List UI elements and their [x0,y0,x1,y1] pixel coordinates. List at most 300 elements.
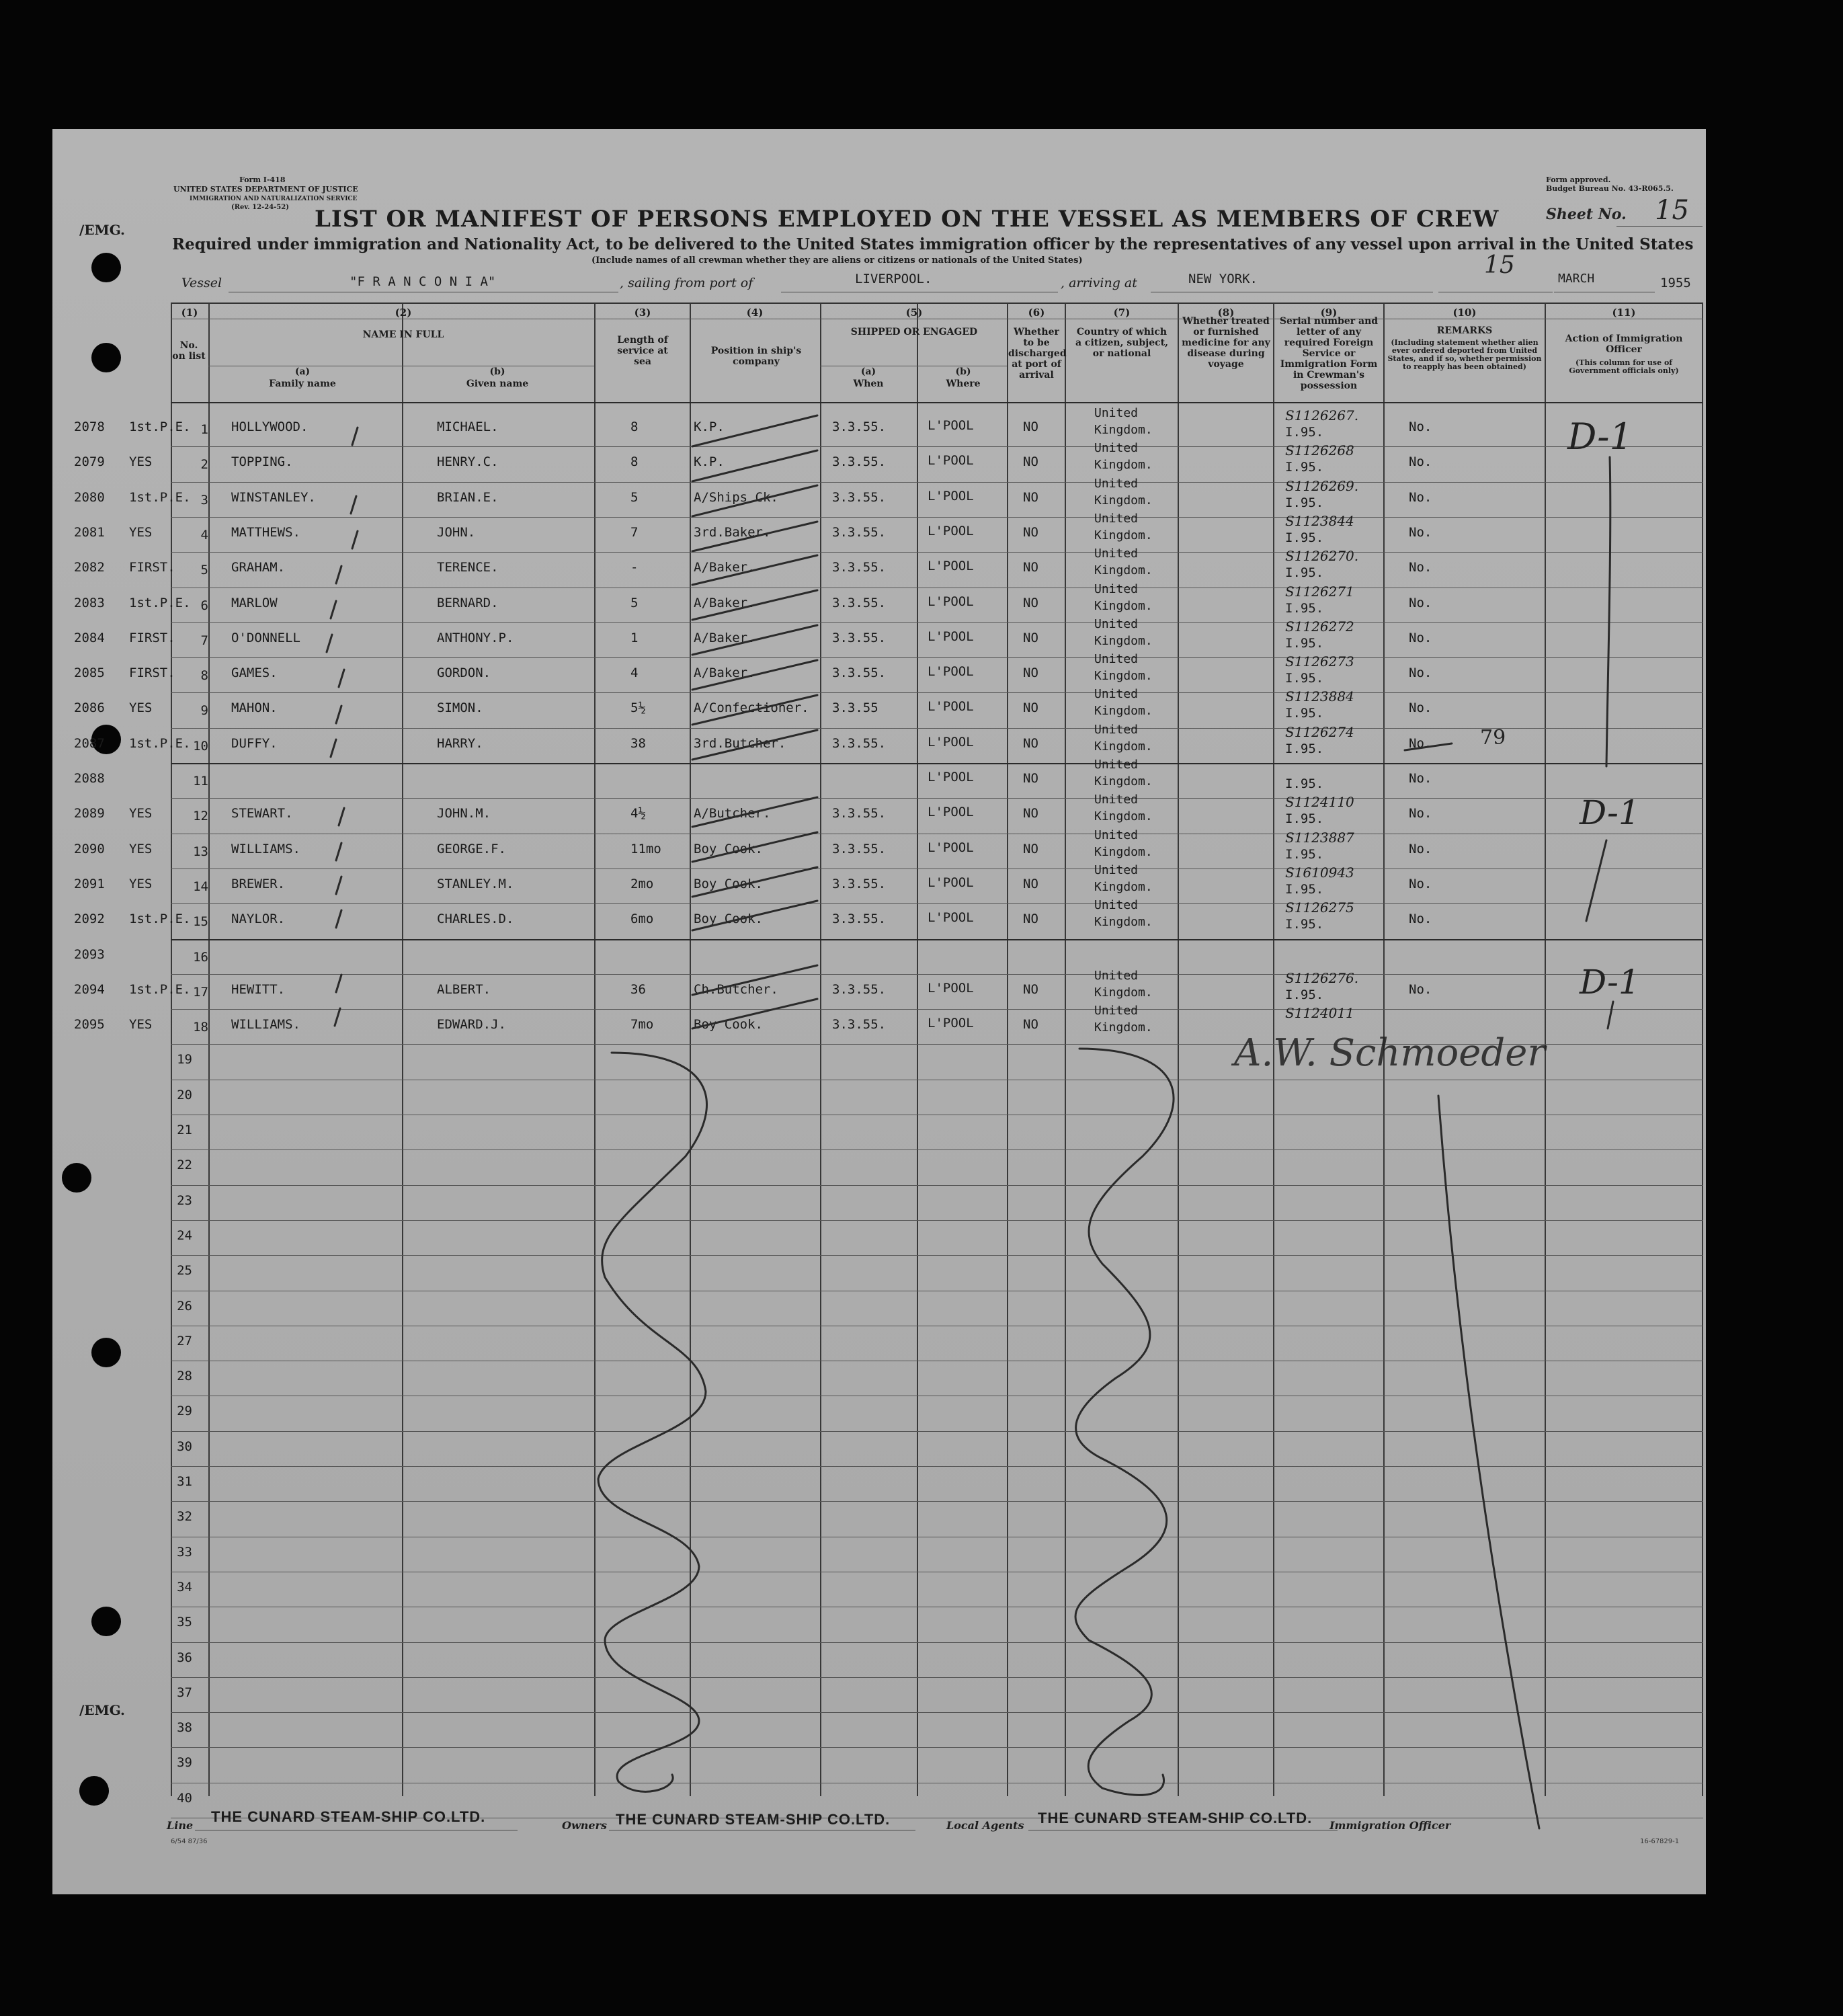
family-name: NAYLOR. [231,912,286,927]
action-mark-row-12: D-1 [1580,793,1640,832]
length-of-service: 1 [630,630,639,645]
col-10-label: REMARKS [1436,325,1493,336]
discharged-flag: NO [1023,841,1038,856]
remarks: No. [1409,981,1432,997]
col-2-label: NAME IN FULL [362,329,444,340]
empty-line-number: 24 [177,1227,192,1243]
col-4-number: (4) [746,307,764,319]
shipped-where: L'POOL [928,770,974,784]
country-citizenship: United Kingdom. [1094,511,1153,542]
col-5b-label: Where [946,378,981,389]
remarks: No. [1409,524,1432,540]
empty-line-number: 22 [177,1158,192,1173]
form-type: I.95. [1285,425,1324,440]
length-of-service: 11mo [630,841,661,856]
length-of-service: 5 [630,489,639,505]
list-ref-number: 2090 [74,841,105,856]
list-ref-number: 2080 [74,489,105,505]
empty-line-number: 31 [177,1474,192,1489]
crew-status: YES [129,700,153,716]
length-of-service: 38 [630,735,646,751]
remarks: No. [1409,666,1432,681]
list-ref-number: 2081 [74,524,105,540]
col-5b-number: (b) [955,366,971,377]
crew-status: YES [129,806,153,821]
col-4-label: Position in ship's company [710,346,802,367]
name-tick [336,843,341,860]
country-citizenship: United Kingdom. [1094,441,1153,473]
ship-position: A/Ships Ck. [694,489,778,505]
shipped-where: L'POOL [928,840,974,855]
empty-line-number: 21 [177,1123,192,1137]
shipped-when: 3.3.55. [832,524,887,540]
crew-status: FIRST. [129,630,175,645]
shipped-when: 3.3.55. [832,912,887,927]
shipped-when: 3.3.55. [832,1017,887,1033]
family-name: TOPPING. [231,454,293,470]
given-name: GEORGE.F. [437,841,506,856]
empty-line-number: 30 [177,1439,192,1454]
shipped-where: L'POOL [928,664,974,680]
given-name: CHARLES.D. [437,912,514,927]
ship-position: A/Baker. [694,560,755,575]
name-tick [335,1008,340,1026]
form-type: I.95. [1285,917,1324,932]
remarks: No. [1409,806,1432,821]
owners-label: Owners [562,1819,607,1832]
discharged-flag: NO [1023,806,1038,821]
discharged-flag: NO [1023,524,1038,540]
line-number: 4 [200,527,208,542]
line-number: 18 [193,1020,208,1035]
empty-line-number: 26 [177,1298,192,1314]
country-citizenship: United Kingdom. [1094,722,1153,754]
discharged-flag: NO [1023,912,1038,927]
action-tick [1608,1002,1613,1029]
shipped-where: L'POOL [928,418,974,433]
position-strike [692,867,817,897]
list-ref-number: 2084 [74,630,105,645]
country-citizenship: United Kingdom. [1094,968,1153,1000]
cancel-squiggle-left [598,1053,706,1791]
position-strike [692,832,817,862]
ship-position: A/Baker. [694,666,755,681]
empty-line-number: 28 [177,1369,192,1384]
form-type: I.95. [1285,776,1324,791]
line-number: 2 [200,457,208,473]
list-ref-number: 2086 [74,700,105,716]
shipped-where: L'POOL [928,594,974,609]
ship-position: A/Confectioner. [694,700,809,716]
family-name: HOLLYWOOD. [231,419,309,434]
list-ref-number: 2088 [74,771,105,786]
col-3-number: (3) [634,307,651,319]
name-tick [331,601,336,618]
form-type: I.95. [1285,600,1324,616]
discharged-flag: NO [1023,454,1038,470]
line-value: THE CUNARD STEAM-SHIP CO.LTD. [211,1808,486,1825]
list-ref-number: 2082 [74,560,105,575]
col-6-number: (6) [1028,307,1045,319]
serial-number: S1126272 [1285,618,1354,635]
given-name: HENRY.C. [437,454,499,470]
crew-status: FIRST. [129,666,175,681]
sheet-number: 15 [1655,195,1689,226]
line-number: 16 [193,949,208,965]
vessel-name: "F R A N C O N I A" [350,274,496,289]
shipped-when: 3.3.55. [832,419,887,434]
given-name: TERENCE. [437,560,499,575]
country-citizenship: United Kingdom. [1094,687,1153,719]
name-tick [352,531,358,549]
length-of-service: 7mo [630,1017,654,1033]
line-number: 6 [200,598,208,613]
crew-status: 1st.P.E. [129,981,191,997]
empty-line-number: 39 [177,1755,192,1771]
length-of-service: - [630,560,639,575]
family-name: MAHON. [231,700,278,716]
shipped-where: L'POOL [928,453,974,469]
country-citizenship: United Kingdom. [1094,581,1153,613]
emg-mark: /EMG. [79,222,126,238]
col-2b-number: (b) [489,366,505,377]
ship-position: K.P. [694,419,725,434]
list-ref-number: 2089 [74,806,105,821]
line-number: 5 [200,563,208,578]
country-citizenship: United Kingdom. [1094,616,1153,648]
line-number: 1 [200,422,208,437]
empty-line-number: 20 [177,1087,192,1102]
serial-number: S1124110 [1285,794,1354,811]
family-name: MARLOW [231,595,278,610]
list-ref-number: 2085 [74,666,105,681]
length-of-service: 2mo [630,876,654,891]
remarks: No. [1409,841,1432,856]
list-ref-number: 2087 [74,735,105,751]
shipped-when: 3.3.55. [832,735,887,751]
family-name: HEWITT. [231,981,286,997]
col-3-label: Length of service at sea [617,335,668,367]
length-of-service: 4½ [630,806,646,821]
arriving-label: , arriving at [1061,276,1137,290]
shipped-where: L'POOL [928,980,974,996]
print-code-right: 16-67829-1 [1640,1838,1680,1845]
position-strike [692,965,817,995]
list-ref-number: 2094 [74,981,105,997]
remarks-strike [1405,743,1452,750]
serial-number: S1610943 [1285,864,1354,881]
crew-status: YES [129,524,153,540]
revision-date: (Rev. 12-24-52) [231,204,289,211]
arrival-month: MARCH [1558,272,1595,286]
form-type: I.95. [1285,635,1324,651]
serial-number: S1126270. [1285,548,1359,565]
position-strike [692,999,817,1029]
line-label: Line [167,1819,194,1832]
discharged-flag: NO [1023,700,1038,716]
col-8-number: (8) [1217,307,1235,319]
discharged-flag: NO [1023,595,1038,610]
line-number: 9 [200,703,208,719]
col-2a-label: Family name [269,378,336,389]
crew-status: YES [129,876,153,891]
given-name: STANLEY.M. [437,876,514,891]
line-number: 15 [193,914,208,930]
form-type: I.95. [1285,987,1324,1002]
family-name: DUFFY. [231,735,278,751]
serial-number: S1126276. [1285,969,1359,986]
length-of-service: 8 [630,419,639,434]
name-tick [336,706,341,723]
form-type: I.95. [1285,530,1324,545]
discharged-flag: NO [1023,666,1038,681]
shipped-when: 3.3.55. [832,841,887,856]
empty-line-number: 37 [177,1685,192,1700]
country-citizenship: United Kingdom. [1094,406,1153,437]
col-5a-label: When [853,378,884,389]
country-citizenship: United Kingdom. [1094,828,1153,859]
empty-line-number: 19 [177,1052,192,1067]
col-5a-number: (a) [860,366,876,377]
remarks: No. [1409,876,1432,891]
list-ref-number: 2079 [74,454,105,470]
list-ref-number: 2092 [74,912,105,927]
empty-line-number: 36 [177,1650,192,1665]
empty-line-number: 29 [177,1404,192,1419]
line-number: 8 [200,668,208,684]
given-name: JOHN. [437,524,476,540]
form-type: I.95. [1285,460,1324,475]
empty-line-number: 25 [177,1263,192,1279]
remarks: No. [1409,771,1432,786]
ship-position: Boy Cook. [694,1017,763,1033]
given-name: ANTHONY.P. [437,630,514,645]
remarks: No. [1409,700,1432,716]
shipped-when: 3.3.55. [832,666,887,681]
empty-line-number: 32 [177,1509,192,1525]
given-name: JOHN.M. [437,806,491,821]
family-name: O'DONNELL [231,630,300,645]
col-1-number: (1) [181,307,198,319]
approval-line-2: Budget Bureau No. 43-R065.5. [1546,184,1674,193]
crew-status: YES [129,841,153,856]
given-name: MICHAEL. [437,419,499,434]
remarks: No. [1409,630,1432,645]
print-code-left: 6/54 87/36 [171,1838,208,1845]
discharged-flag: NO [1023,876,1038,891]
position-strike [692,522,817,551]
crew-status: 1st.P.E. [129,489,191,505]
name-tick [336,975,341,992]
crew-status: 1st.P.E. [129,595,191,610]
country-citizenship: United Kingdom. [1094,898,1153,930]
ship-position: A/Baker. [694,630,755,645]
serial-number: S1123887 [1285,829,1354,846]
remarks: No. [1409,419,1432,434]
shipped-where: L'POOL [928,488,974,503]
position-strike [692,625,817,655]
position-strike [692,730,817,760]
discharged-flag: NO [1023,1017,1038,1033]
name-tick [327,635,332,652]
crew-status: YES [129,454,153,470]
action-mark-row-1: D-1 [1567,415,1633,458]
shipped-where: L'POOL [928,805,974,820]
ship-position: Boy Cook. [694,841,763,856]
name-tick [351,496,356,514]
remarks: No. [1409,454,1432,470]
discharged-flag: NO [1023,489,1038,505]
page-title: LIST OR MANIFEST OF PERSONS EMPLOYED ON THE VESSEL AS MEMBERS OF CREW [315,206,1500,233]
list-ref-number: 2083 [74,595,105,610]
shipped-where: L'POOL [928,629,974,644]
shipped-when: 3.3.55 [832,700,878,716]
position-strike [692,590,817,620]
remarks-column-line [1438,1096,1539,1828]
line-number: 3 [200,492,208,508]
discharged-flag: NO [1023,560,1038,575]
remarks: No. [1409,912,1432,927]
country-citizenship: United Kingdom. [1094,862,1153,894]
name-tick [339,670,344,687]
officer-signature: A.W. Schmoeder [1234,1031,1546,1075]
family-name: GRAHAM. [231,560,286,575]
name-tick [331,739,336,757]
name-tick [336,877,341,894]
shipped-when: 3.3.55. [832,595,887,610]
family-name: WINSTANLEY. [231,489,316,505]
given-name: SIMON. [437,700,483,716]
length-of-service: 5 [630,595,639,610]
remarks: No. [1409,489,1432,505]
line-number: 11 [193,774,208,789]
serial-number: S1123884 [1285,688,1354,705]
discharged-flag: NO [1023,630,1038,645]
col-7-label: Country of which a citizen, subject, or national [1075,327,1169,359]
shipped-where: L'POOL [928,910,974,926]
given-name: HARRY. [437,735,483,751]
col-2b-label: Given name [466,378,529,389]
country-citizenship: United Kingdom. [1094,758,1153,789]
position-strike [692,797,817,827]
empty-line-number: 23 [177,1193,192,1208]
name-tick [336,566,341,583]
col-10-number: (10) [1452,307,1477,319]
family-name: WILLIAMS. [231,1017,300,1033]
empty-line-number: 34 [177,1579,192,1595]
position-strike [692,901,817,930]
position-strike [692,450,817,481]
shipped-when: 3.3.55. [832,981,887,997]
col-6-label: Whether to be discharged at port of arrival [1008,327,1067,380]
family-name: GAMES. [231,666,278,681]
approval-line-1: Form approved. [1546,175,1611,184]
discharged-flag: NO [1023,771,1038,786]
ship-position: Boy Cook. [694,912,763,927]
country-citizenship: United Kingdom. [1094,793,1153,824]
service-name: IMMIGRATION AND NATURALIZATION SERVICE [190,196,358,202]
ship-position: 3rd.Butcher. [694,735,786,751]
empty-line-number: 27 [177,1333,192,1348]
form-number: Form I-418 [239,175,286,184]
length-of-service: 7 [630,524,639,540]
owners-value: THE CUNARD STEAM-SHIP CO.LTD. [616,1811,891,1828]
col-2a-number: (a) [294,366,311,377]
page-note: (Include names of all crewman whether they are aliens or citizens or nationals of the United States) [591,255,1083,266]
list-ref-number: 2093 [74,946,105,962]
position-strike [692,695,817,725]
ship-position: 3rd.Baker. [694,524,771,540]
family-name: MATTHEWS. [231,524,300,540]
ship-position: Ch.Butcher. [694,981,778,997]
col-11-number: (11) [1612,307,1636,319]
form-type: I.95. [1285,671,1324,686]
country-citizenship: United Kingdom. [1094,1004,1153,1035]
given-name: ALBERT. [437,981,491,997]
serial-number: S1126269. [1285,477,1359,494]
position-strike [692,555,817,585]
remarks: No. [1409,560,1432,575]
line-number: 13 [193,844,208,859]
remarks: No. [1409,735,1432,751]
serial-number: S1126273 [1285,653,1354,670]
serial-number: S1126274 [1285,723,1354,740]
empty-line-number: 35 [177,1615,192,1630]
length-of-service: 6mo [630,912,654,927]
length-of-service: 8 [630,454,639,470]
form-type: I.95. [1285,706,1324,721]
length-of-service: 5½ [630,700,646,716]
discharged-flag: NO [1023,735,1038,751]
shipped-when: 3.3.55. [832,806,887,821]
country-citizenship: United Kingdom. [1094,547,1153,578]
crew-status: 1st.P.E. [129,735,191,751]
shipped-where: L'POOL [928,559,974,574]
shipped-where: L'POOL [928,523,974,538]
action-tick [1586,840,1606,921]
given-name: BRIAN.E. [437,489,499,505]
remarks: No. [1409,595,1432,610]
discharged-flag: NO [1023,419,1038,434]
sheet-label: Sheet No. [1546,206,1627,223]
shipped-when: 3.3.55. [832,876,887,891]
shipped-where: L'POOL [928,734,974,750]
col-2-number: (2) [395,307,412,319]
agents-label: Local Agents [946,1819,1024,1832]
shipped-where: L'POOL [928,875,974,890]
action-mark-row-17: D-1 [1580,963,1640,1002]
serial-number: S1124011 [1285,1005,1354,1022]
shipped-when: 3.3.55. [832,560,887,575]
discharged-flag: NO [1023,981,1038,997]
ship-position: Boy Cook. [694,876,763,891]
serial-number: S1123844 [1285,512,1354,529]
crew-status: 1st.P.E. [129,419,191,434]
arrival-year: 1955 [1660,276,1691,290]
col-8-label: Whether treated or furnished medicine for any disease during voyage [1182,316,1270,370]
emg-mark-bottom: /EMG. [79,1702,126,1718]
col-5-label: SHIPPED OR ENGAGED [850,327,978,337]
name-tick [339,808,344,825]
family-name: STEWART. [231,806,293,821]
empty-line-number: 38 [177,1720,192,1736]
col-7-number: (7) [1113,307,1131,319]
crew-status: 1st.P.E. [129,912,191,927]
col-5-number: (5) [905,307,923,319]
form-type: I.95. [1285,495,1324,510]
length-of-service: 36 [630,981,646,997]
line-number: 7 [200,633,208,648]
